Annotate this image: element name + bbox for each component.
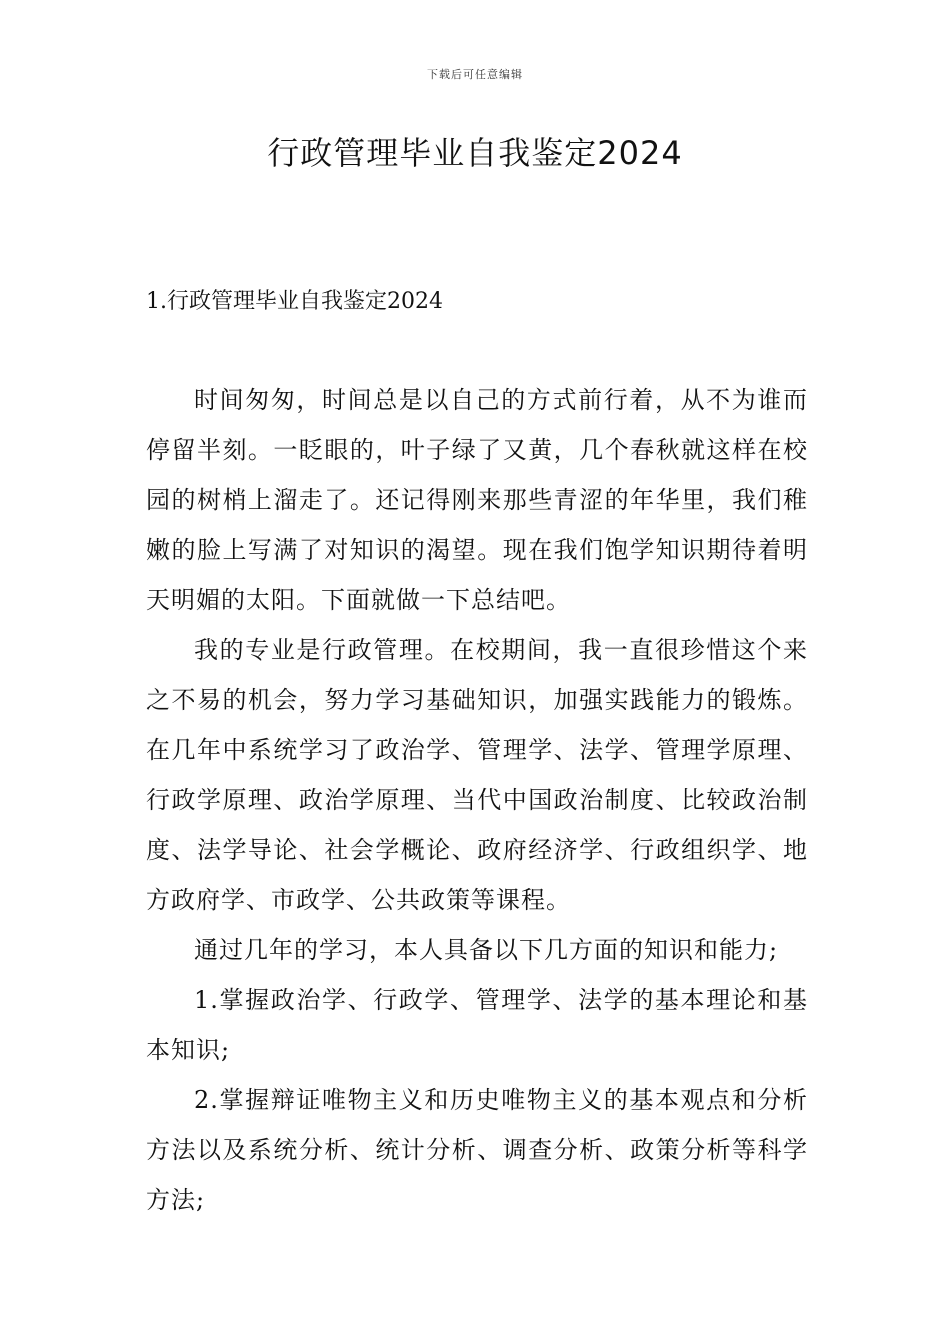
paragraph-1: 时间匆匆，时间总是以自己的方式前行着，从不为谁而停留半刻。一眨眼的，叶子绿了又黄，几个春秋就这样在校园的树梢上溜走了。还记得刚来那些青涩的年华里，我们稚嫩的脸上写满了对知识的渴望。现在我们饱学知识期待着明天明媚的太阳。下面就做一下总结吧。 [146, 386, 808, 614]
paragraph-5: 2.掌握辩证唯物主义和历史唯物主义的基本观点和分析方法以及系统分析、统计分析、调查分析、政策分析等科学方法; [146, 1086, 808, 1214]
body-text [146, 375, 808, 1225]
paragraph-2: 我的专业是行政管理。在校期间，我一直很珍惜这个来之不易的机会，努力学习基础知识，加强实践能力的锻炼。在几年中系统学习了政治学、管理学、法学、管理学原理、行政学原理、政治学原理、当代中国政治制度、比较政治制度、法学导论、社会学概论、政府经济学、行政组织学、地方政府学、市政学、公共政策等课程。 [146, 636, 808, 914]
document-title: 行政管理毕业自我鉴定2024 [267, 134, 683, 172]
paragraph-4: 1.掌握政治学、行政学、管理学、法学的基本理论和基本知识; [146, 986, 808, 1064]
paragraph-3: 通过几年的学习，本人具备以下几方面的知识和能力; [194, 936, 779, 964]
header-note: 下载后可任意编辑 [427, 68, 523, 81]
section-heading: 1.行政管理毕业自我鉴定2024 [146, 289, 443, 314]
